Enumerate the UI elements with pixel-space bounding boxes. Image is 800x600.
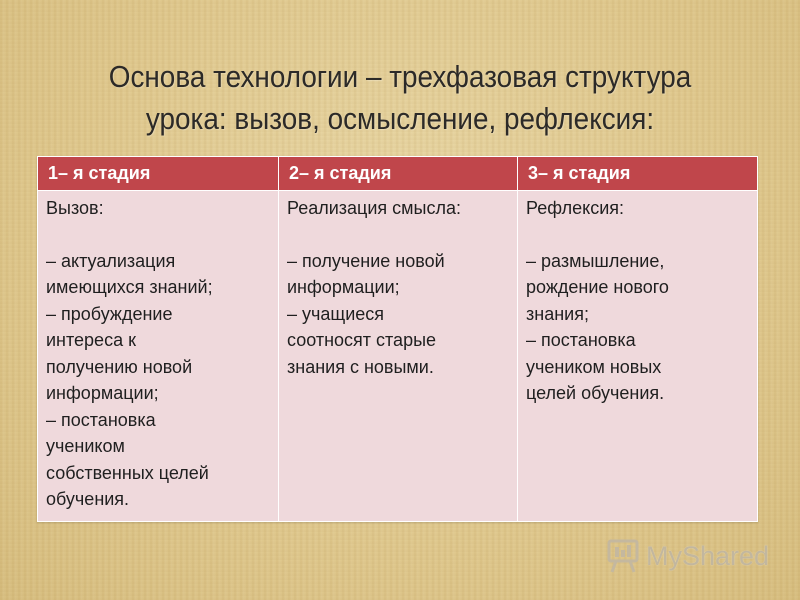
- stage-1-line: учеником: [46, 436, 125, 456]
- stage-3-line: целей обучения.: [526, 383, 665, 403]
- slide-title-line-2: урока: вызов, осмысление, рефлексия:: [145, 101, 655, 136]
- stage-2-line: соотносят старые: [287, 330, 437, 350]
- slide-title: [76, 56, 724, 140]
- watermark-text: MyShared: [646, 540, 770, 571]
- watermark: [606, 536, 769, 576]
- stage-3-cell: [518, 191, 758, 522]
- stage-1-line: интереса к: [46, 330, 136, 350]
- cell-spacer: [526, 222, 749, 248]
- slide-title-line-1: Основа технологии – трехфазовая структура: [108, 59, 692, 94]
- stage-2-line: знания с новыми.: [287, 356, 434, 377]
- stage-1-line: информации;: [46, 383, 159, 403]
- cell-spacer: [46, 222, 270, 248]
- stage-3-line: знания;: [526, 303, 589, 324]
- stage-1-header: 1– я стадия: [38, 157, 279, 191]
- stage-2-line: – учащиеся: [287, 303, 385, 324]
- stage-2-cell: [279, 191, 518, 522]
- stage-1-line: – пробуждение: [46, 303, 173, 324]
- stage-2-header: 2– я стадия: [279, 157, 518, 191]
- stage-1-line: имеющихся знаний;: [46, 277, 213, 297]
- stage-1-line: собственных целей: [46, 462, 209, 483]
- presentation-board-icon: [606, 538, 640, 574]
- stage-3-line: – постановка: [526, 330, 636, 350]
- table-row: [38, 191, 758, 522]
- stage-2-heading: Реализация смысла:: [287, 198, 461, 218]
- stage-1-line: получению новой: [46, 356, 193, 377]
- stage-1-cell: [38, 191, 279, 522]
- stages-table: [37, 156, 758, 522]
- stage-1-line: обучения.: [46, 489, 130, 509]
- stage-3-header: 3– я стадия: [518, 157, 758, 191]
- stage-2-line: информации;: [287, 277, 400, 297]
- cell-spacer: [287, 222, 509, 248]
- table-header-row: [38, 157, 758, 191]
- stage-3-line: учеником новых: [526, 356, 662, 377]
- stage-3-line: – размышление,: [526, 250, 665, 271]
- stage-3-heading: Рефлексия:: [526, 198, 625, 218]
- stage-2-line: – получение новой: [287, 250, 445, 271]
- stage-3-line: рождение нового: [526, 277, 669, 297]
- stage-1-line: – актуализация: [46, 250, 176, 271]
- stage-1-line: – постановка: [46, 409, 156, 430]
- stage-1-heading: Вызов:: [46, 198, 104, 218]
